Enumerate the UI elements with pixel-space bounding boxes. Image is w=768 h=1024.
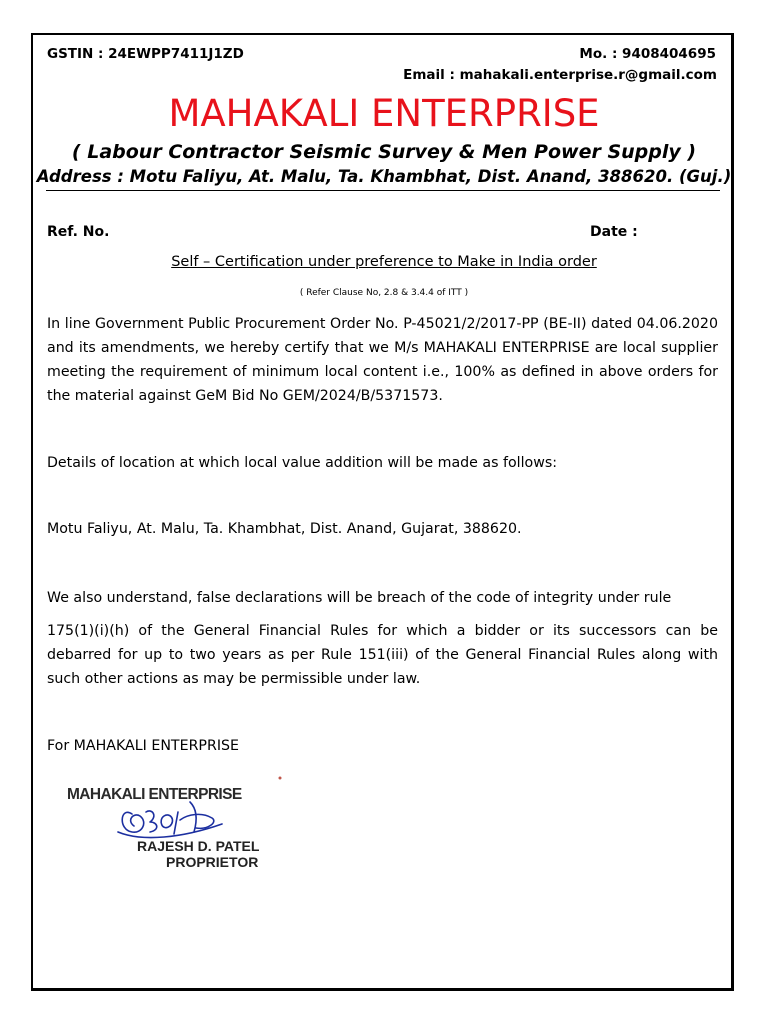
ref-number-label: Ref. No. — [47, 224, 110, 240]
certificate-title: Self – Certification under preference to Make in India order — [171, 254, 597, 270]
stamp-proprietor-name: RAJESH D. PATEL — [137, 838, 260, 854]
sign-off: For MAHAKALI ENTERPRISE — [47, 738, 239, 754]
stamp-proprietor-title: PROPRIETOR — [166, 854, 259, 870]
declaration-paragraph: 175(1)(i)(h) of the General Financial Rules for which a bidder or its successors can be debarred for up to two years as per Rule 151(iii) of the General Financial Rules along with such other actions as may be permissible under law. — [47, 623, 718, 687]
company-address: Address : Motu Faliyu, At. Malu, Ta. Khambhat, Dist. Anand, 388620. (Guj.) — [36, 167, 732, 186]
certification-paragraph: In line Government Public Procurement Order No. P-45021/2/2017-PP (BE-II) dated 04.06.2020 and its amendments, we hereby certify that we M/s MAHAKALI ENTERPRISE are local supplier meeting the requirement of minimum local content i.e., 100% as defined in above orders for the material against GeM Bid No GEM/2024/B/5371573. — [47, 316, 718, 404]
location-details-intro: Details of location at which local value addition will be made as follows: — [47, 455, 558, 471]
gstin-number: GSTIN : 24EWPP7411J1ZD — [47, 46, 244, 62]
location-address: Motu Faliyu, At. Malu, Ta. Khambhat, Dist. Anand, Gujarat, 388620. — [47, 521, 522, 537]
signature-strokes — [118, 802, 222, 838]
date-label: Date : — [590, 224, 638, 240]
declaration-line: We also understand, false declarations will be breach of the code of integrity under rule — [47, 590, 672, 606]
company-name: MAHAKALI ENTERPRISE — [168, 92, 600, 135]
proprietor-stamp — [62, 772, 287, 880]
company-tagline: ( Labour Contractor Seismic Survey & Men Power Supply ) — [71, 141, 697, 163]
mobile-number: Mo. : 9408404695 — [579, 46, 716, 62]
clause-reference: ( Refer Clause No, 2.8 & 3.4.4 of ITT ) — [299, 288, 469, 298]
email-address: Email : mahakali.enterprise.r@gmail.com — [403, 67, 717, 83]
header-divider — [46, 190, 720, 191]
stamp-company-name: MAHAKALI ENTERPRISE — [67, 786, 242, 803]
